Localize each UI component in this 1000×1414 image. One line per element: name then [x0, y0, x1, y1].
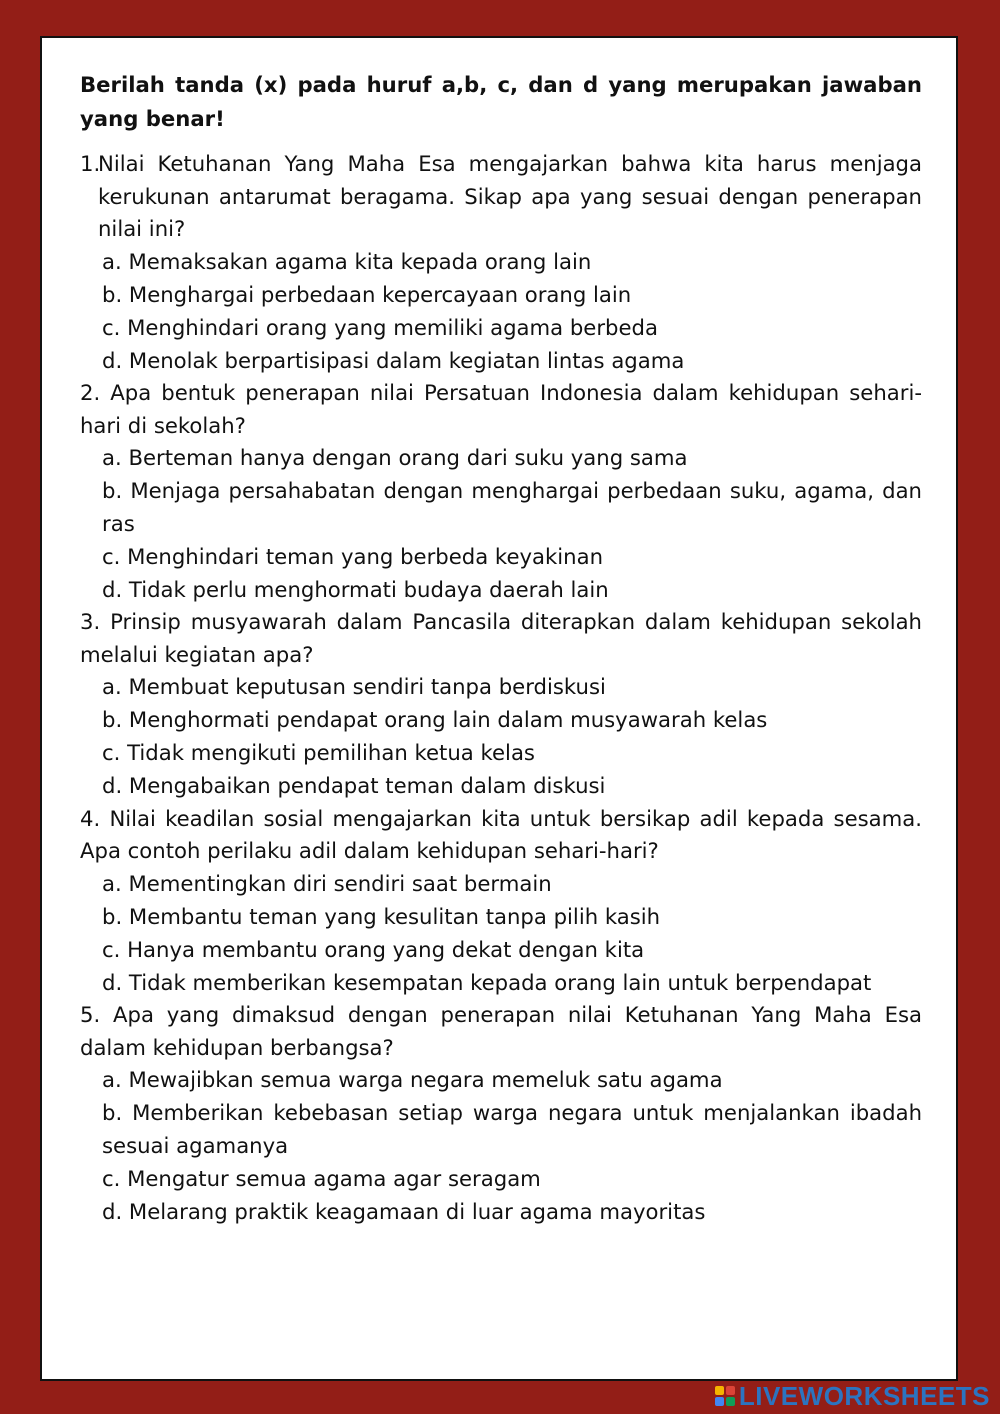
- question-text: [80, 803, 922, 868]
- liveworksheets-logo-icon: [715, 1386, 735, 1406]
- option-d[interactable]: d. Melarang praktik keagamaan di luar agama mayoritas: [102, 1198, 706, 1224]
- option-list: [80, 1064, 922, 1228]
- logo-square: [715, 1386, 724, 1395]
- option-d[interactable]: d. Tidak perlu menghormati budaya daerah lain: [102, 576, 609, 602]
- question-body: Prinsip musyawarah dalam Pancasila diterapkan dalam kehidupan sekolah melalui kegiatan apa?: [80, 609, 922, 667]
- option-a[interactable]: a. Mewajibkan semua warga negara memeluk satu agama: [102, 1067, 723, 1092]
- option-list: [80, 671, 922, 803]
- worksheet-content: [80, 68, 922, 1228]
- question-number: 5.: [80, 1002, 101, 1027]
- option-c[interactable]: c. Hanya membantu orang yang dekat dengan kita: [102, 936, 645, 962]
- question-2: [80, 377, 922, 606]
- question-number: 3.: [80, 609, 101, 634]
- question-body: Nilai keadilan sosial mengajarkan kita untuk bersikap adil kepada sesama. Apa contoh perilaku adil dalam kehidupan sehari-hari?: [80, 805, 922, 863]
- option-c[interactable]: c. Mengatur semua agama agar seragam: [102, 1165, 541, 1191]
- option-b[interactable]: b. Menghormati pendapat orang lain dalam musyawarah kelas: [102, 707, 768, 732]
- worksheet-page: [40, 36, 958, 1381]
- question-text: [80, 606, 922, 671]
- question-text: [80, 999, 922, 1064]
- question-1: [80, 148, 922, 377]
- option-a[interactable]: a. Mementingkan diri sendiri saat bermain: [102, 870, 552, 896]
- option-list: [80, 442, 922, 606]
- question-body: Nilai Ketuhanan Yang Maha Esa mengajarkan bahwa kita harus menjaga kerukunan antarumat beragama. Sikap apa yang sesuai dengan penerapan nilai ini?: [98, 151, 922, 241]
- instruction-text: Berilah tanda (x) pada huruf a,b, c, dan d yang merupakan jawaban yang benar!: [80, 72, 922, 131]
- question-text: [80, 377, 922, 442]
- liveworksheets-watermark: [715, 1382, 990, 1410]
- option-c[interactable]: c. Menghindari teman yang berbeda keyakinan: [102, 543, 603, 569]
- option-c[interactable]: c. Menghindari orang yang memiliki agama berbeda: [102, 314, 658, 340]
- option-b[interactable]: b. Membantu teman yang kesulitan tanpa pilih kasih: [102, 903, 661, 929]
- option-d[interactable]: d. Mengabaikan pendapat teman dalam diskusi: [102, 773, 606, 798]
- option-a[interactable]: a. Berteman hanya dengan orang dari suku yang sama: [102, 445, 688, 470]
- option-list: [80, 246, 922, 378]
- question-body: Apa yang dimaksud dengan penerapan nilai Ketuhanan Yang Maha Esa dalam kehidupan berbangsa?: [80, 1002, 922, 1060]
- question-body: Apa bentuk penerapan nilai Persatuan Indonesia dalam kehidupan sehari-hari di sekolah?: [80, 380, 922, 438]
- option-a[interactable]: a. Memaksakan agama kita kepada orang lain: [102, 248, 592, 274]
- option-a[interactable]: a. Membuat keputusan sendiri tanpa berdiskusi: [102, 674, 606, 699]
- option-d[interactable]: d. Tidak memberikan kesempatan kepada orang lain untuk berpendapat: [102, 969, 872, 995]
- option-d[interactable]: d. Menolak berpartisipasi dalam kegiatan lintas agama: [102, 347, 685, 373]
- question-3: [80, 606, 922, 803]
- logo-square: [726, 1397, 735, 1406]
- brand-name: LIVEWORKSHEETS: [738, 1380, 990, 1411]
- logo-square: [715, 1397, 724, 1406]
- question-5: [80, 999, 922, 1228]
- question-number: 1.: [80, 151, 101, 176]
- option-b[interactable]: b. Menghargai perbedaan kepercayaan orang lain: [102, 281, 632, 307]
- question-text: [80, 148, 922, 246]
- question-number: 2.: [80, 380, 101, 405]
- option-c[interactable]: c. Tidak mengikuti pemilihan ketua kelas: [102, 740, 535, 765]
- question-4: [80, 803, 922, 1000]
- option-b[interactable]: b. Menjaga persahabatan dengan menghargai perbedaan suku, agama, dan ras: [102, 478, 922, 536]
- logo-square: [726, 1386, 735, 1395]
- option-b[interactable]: b. Memberikan kebebasan setiap warga negara untuk menjalankan ibadah sesuai agamanya: [102, 1100, 922, 1158]
- question-number: 4.: [80, 805, 101, 831]
- option-list: [80, 868, 922, 1000]
